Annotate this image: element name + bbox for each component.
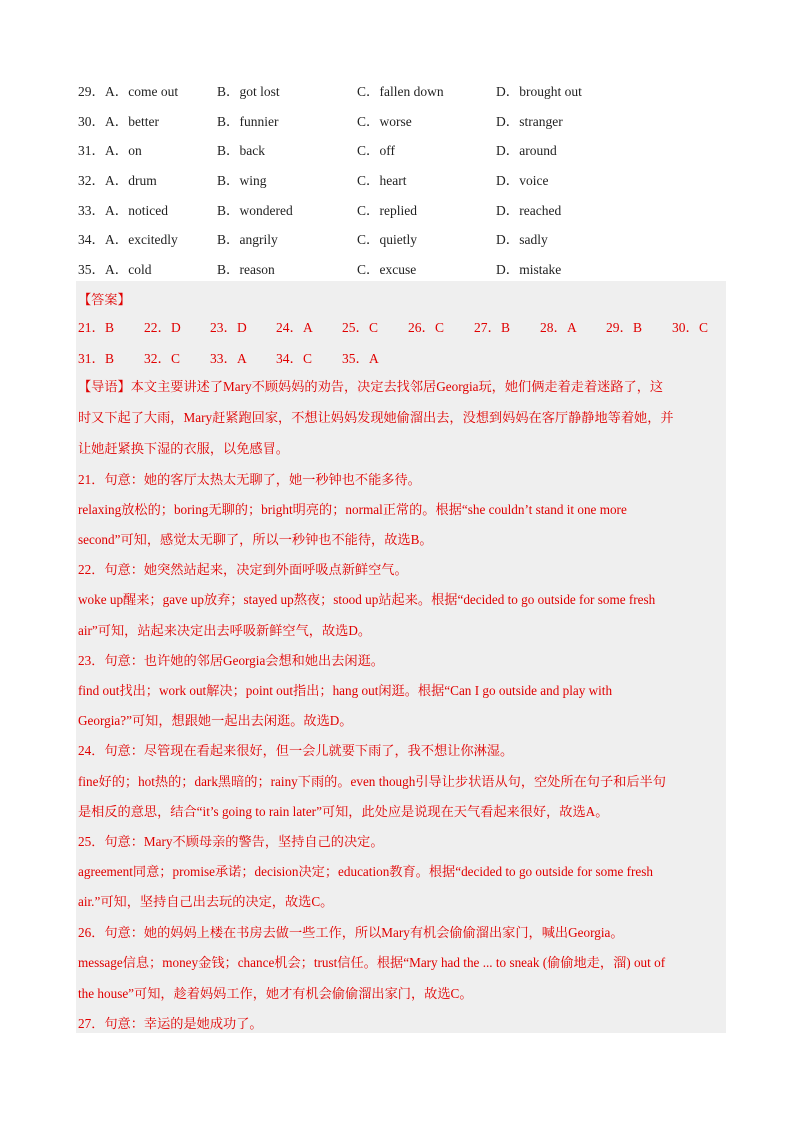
explanation-line: 21．句意：她的客厅太热太无聊了，她一秒钟也不能多待。 <box>78 472 421 487</box>
explanation-line: agreement同意；promise承诺；decision决定；education教育。根据“decided to go outside for some fresh <box>78 864 653 879</box>
guide-line: 时又下起了大雨，Mary赶紧跑回家，不想让妈妈发现她偷溜出去，没想到妈妈在客厅静静地等着她，并 <box>78 410 674 425</box>
answer-item: 31．B <box>78 351 115 366</box>
option-d: D．reached <box>496 203 562 218</box>
answer-item: 29．B <box>606 320 643 335</box>
explanation-line: second”可知，感觉太无聊了，所以一秒钟也不能待，故选B。 <box>78 532 433 547</box>
answer-item: 35．A <box>342 351 379 366</box>
option-row <box>78 110 738 132</box>
option-b: B．back <box>217 143 265 158</box>
guide-line: 让她赶紧换下湿的衣服，以免感冒。 <box>78 441 289 456</box>
option-row <box>78 258 738 280</box>
option-a: 32．A．drum <box>78 173 157 188</box>
explanation-line: Georgia?”可知，想跟她一起出去闲逛。故选D。 <box>78 713 353 728</box>
answer-heading: 【答案】 <box>78 292 131 307</box>
explanation-line: message信息；money金钱；chance机会；trust信任。根据“Mary had the ... to sneak (偷偷地走，溜) out of <box>78 955 666 970</box>
option-c: C．quietly <box>357 232 417 247</box>
explanation-line: 27．句意：幸运的是她成功了。 <box>78 1016 263 1031</box>
option-d: D．stranger <box>496 114 563 129</box>
option-row <box>78 199 738 221</box>
explanation-line: relaxing放松的；boring无聊的；bright明亮的；normal正常的。根据“she couldn’t stand it one more <box>78 502 627 517</box>
explanation-line: air”可知，站起来决定出去呼吸新鲜空气，故选D。 <box>78 623 372 638</box>
option-c: C．excuse <box>357 262 417 277</box>
option-row <box>78 139 738 161</box>
option-d: D．brought out <box>496 84 582 99</box>
option-a: 33．A．noticed <box>78 203 168 218</box>
explanation-line: air.”可知，坚持自己出去玩的决定，故选C。 <box>78 894 334 909</box>
explanation-line: 是相反的意思，结合“it’s going to rain later”可知，此处应是说现在天气看起来很好，故选A。 <box>78 804 609 819</box>
answer-item: 22．D <box>144 320 181 335</box>
explanation-line: woke up醒来；gave up放弃；stayed up熬夜；stood up站起来。根据“decided to go outside for some fresh <box>78 592 656 607</box>
option-b: B．reason <box>217 262 275 277</box>
option-row <box>78 228 738 250</box>
option-d: D．sadly <box>496 232 548 247</box>
answer-item: 24．A <box>276 320 313 335</box>
explanation-line: 22．句意：她突然站起来，决定到外面呼吸点新鲜空气。 <box>78 562 408 577</box>
option-a: 31．A．on <box>78 143 142 158</box>
option-d: D．mistake <box>496 262 562 277</box>
explanation-line: fine好的；hot热的；dark黑暗的；rainy下雨的。even though引导让步状语从句，空处所在句子和后半句 <box>78 774 666 789</box>
option-b: B．wing <box>217 173 267 188</box>
option-c: C．replied <box>357 203 417 218</box>
option-b: B．got lost <box>217 84 280 99</box>
answer-key-row <box>78 347 728 369</box>
option-row <box>78 80 738 102</box>
explanation-line: find out找出；work out解决；point out指出；hang out闲逛。根据“Can I go outside and play with <box>78 683 613 698</box>
option-c: C．off <box>357 143 396 158</box>
answer-item: 33．A <box>210 351 247 366</box>
explanation-line: 23．句意：也许她的邻居Georgia会想和她出去闲逛。 <box>78 653 384 668</box>
answer-key-row <box>78 316 728 338</box>
explanation-line: 24．句意：尽管现在看起来很好，但一会儿就要下雨了，我不想让你淋湿。 <box>78 743 514 758</box>
option-d: D．around <box>496 143 557 158</box>
option-b: B．angrily <box>217 232 278 247</box>
option-c: C．heart <box>357 173 407 188</box>
option-row <box>78 169 738 191</box>
answer-item: 21．B <box>78 320 115 335</box>
answer-item: 23．D <box>210 320 247 335</box>
option-b: B．wondered <box>217 203 293 218</box>
answer-item: 25．C <box>342 320 379 335</box>
option-a: 29．A．come out <box>78 84 179 99</box>
option-a: 30．A．better <box>78 114 159 129</box>
answer-item: 30．C <box>672 320 709 335</box>
answer-item: 28．A <box>540 320 577 335</box>
answer-item: 32．C <box>144 351 181 366</box>
explanation-line: 26．句意：她的妈妈上楼在书房去做一些工作，所以Mary有机会偷偷溜出家门，喊出Georgia。 <box>78 925 624 940</box>
option-b: B．funnier <box>217 114 279 129</box>
option-d: D．voice <box>496 173 549 188</box>
answer-item: 34．C <box>276 351 313 366</box>
explanation-line: 25．句意：Mary不顾母亲的警告，坚持自己的决定。 <box>78 834 384 849</box>
guide-line: 【导语】本文主要讲述了Mary不顾妈妈的劝告，决定去找邻居Georgia玩，她们俩走着走着迷路了，这 <box>78 379 664 394</box>
option-a: 35．A．cold <box>78 262 152 277</box>
answer-item: 26．C <box>408 320 445 335</box>
answer-item: 27．B <box>474 320 511 335</box>
explanation-line: the house”可知，趁着妈妈工作，她才有机会偷偷溜出家门，故选C。 <box>78 986 473 1001</box>
option-a: 34．A．excitedly <box>78 232 178 247</box>
option-c: C．fallen down <box>357 84 444 99</box>
option-c: C．worse <box>357 114 412 129</box>
